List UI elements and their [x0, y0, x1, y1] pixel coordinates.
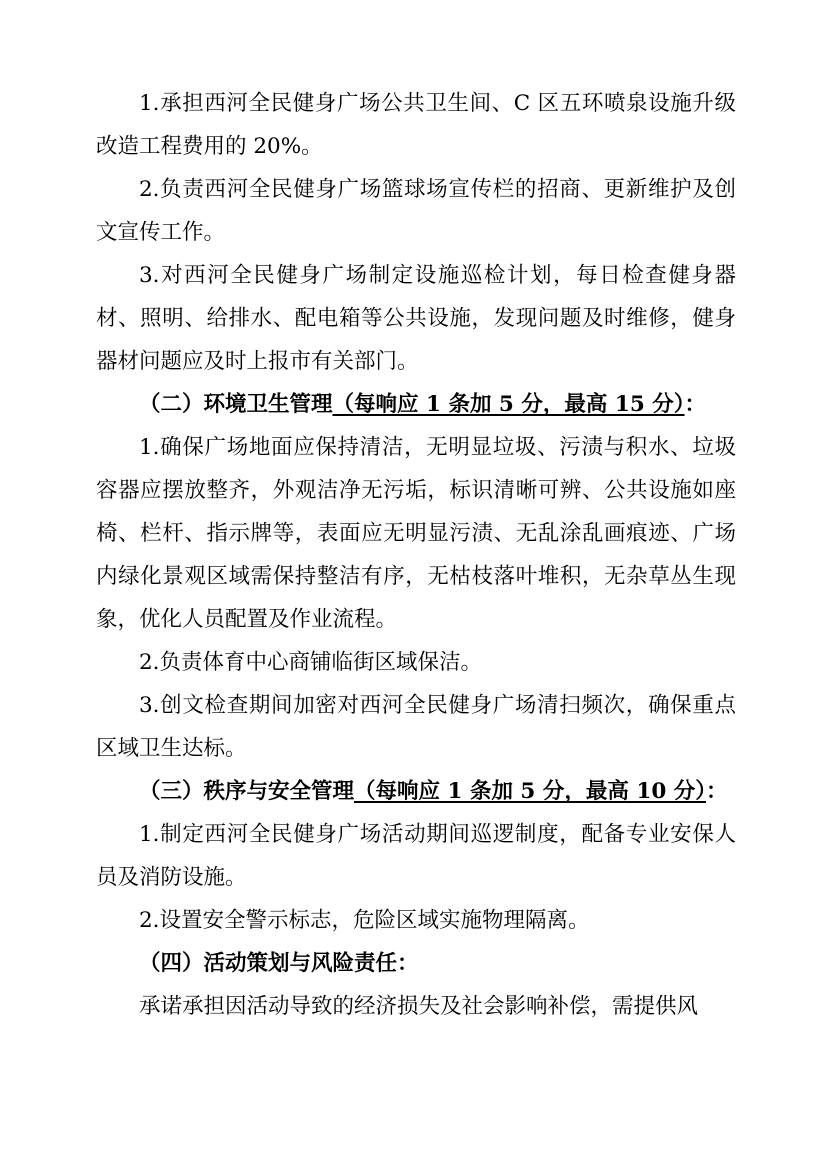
section-heading-2-suffix: ：	[684, 392, 707, 417]
section-heading-3	[96, 770, 736, 813]
section-heading-4-suffix: ：	[397, 951, 419, 976]
paragraph-item-4-1: 承诺承担因活动导致的经济损失及社会影响补偿，需提供风	[139, 994, 699, 1019]
section-heading-3-suffix: ：	[706, 779, 728, 804]
section-heading-3-prefix: （三）秩序与安全管理	[139, 779, 355, 804]
paragraph-item-2-3: 3.创文检查期间加密对西河全民健身广场清扫频次，确保重点区域卫生达标。	[96, 693, 736, 761]
section-heading-4-prefix: （四）活动策划与风险责任	[139, 951, 398, 976]
paragraph-item-3-2: 2.设置安全警示标志，危险区域实施物理隔离。	[139, 908, 590, 933]
paragraph-item-2-2: 2.负责体育中心商铺临街区域保洁。	[139, 650, 483, 675]
section-heading-2-prefix: （二）环境卫生管理	[139, 392, 333, 417]
paragraph-item-1-1: 1.承担西河全民健身广场公共卫生间、C 区五环喷泉设施升级改造工程费用的 20%。	[96, 91, 736, 159]
section-heading-3-score-note: （每响应 1 条加 5 分，最高 10 分）	[354, 779, 707, 804]
paragraph-item-1-3: 3.对西河全民健身广场制定设施巡检计划，每日检查健身器材、照明、给排水、配电箱等公共设施，发现问题及时维修，健身器材问题应及时上报市有关部门。	[96, 263, 736, 374]
paragraph-item-1-2: 2.负责西河全民健身广场篮球场宣传栏的招商、更新维护及创文宣传工作。	[96, 177, 736, 245]
section-heading-4	[96, 942, 736, 985]
paragraph-item-3-1: 1.制定西河全民健身广场活动期间巡逻制度，配备专业安保人员及消防设施。	[96, 822, 736, 890]
section-heading-2	[96, 383, 736, 426]
document-body	[96, 82, 736, 1028]
section-heading-2-score-note: （每响应 1 条加 5 分，最高 15 分）	[332, 392, 685, 417]
paragraph-item-2-1: 1.确保广场地面应保持清洁，无明显垃圾、污渍与积水、垃圾容器应摆放整齐，外观洁净无污垢，标识清晰可辨、公共设施如座椅、栏杆、指示牌等，表面应无明显污渍、无乱涂乱画痕迹、广场内绿化景观区域需保持整洁有序，无枯枝落叶堆积，无杂草丛生现象，优化人员配置及作业流程。	[96, 435, 736, 632]
